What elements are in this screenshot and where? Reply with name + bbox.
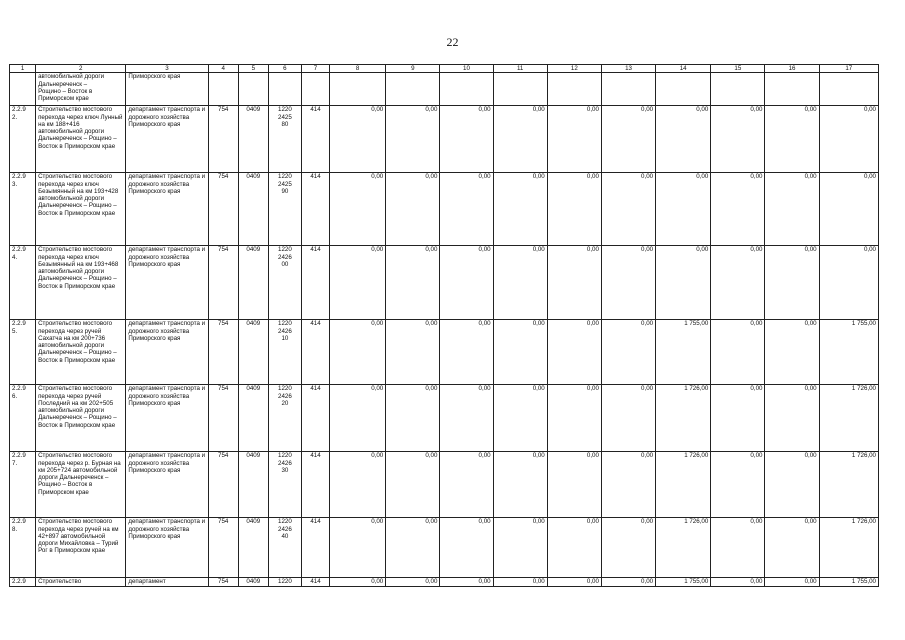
- amount-cell-col-11: 0,00: [493, 106, 547, 173]
- grbs-code-cell: 754: [208, 320, 238, 385]
- column-header-17: 17: [819, 65, 878, 73]
- amount-cell-col-14: 1 726,00: [656, 385, 711, 452]
- amount-cell-col-15: [711, 73, 765, 106]
- row-number-cell: 2.2.9 5.: [10, 320, 36, 385]
- measure-name-cell: Строительство: [36, 578, 126, 586]
- amount-cell-col-17: 1 726,00: [819, 385, 878, 452]
- column-header-1: 1: [10, 65, 36, 73]
- table-row: [10, 320, 879, 385]
- row-number-cell: 2.2.9 3.: [10, 173, 36, 246]
- row-number-cell: 2.2.9 2.: [10, 106, 36, 173]
- amount-cell-col-13: 0,00: [601, 246, 655, 320]
- amount-cell-col-13: 0,00: [601, 106, 655, 173]
- amount-cell-col-12: 0,00: [547, 578, 601, 586]
- expense-type-cell: 414: [301, 106, 329, 173]
- amount-cell-col-13: 0,00: [601, 518, 655, 578]
- grbs-code-cell: 754: [208, 246, 238, 320]
- amount-cell-col-16: 0,00: [765, 518, 819, 578]
- amount-cell-col-15: 0,00: [711, 320, 765, 385]
- amount-cell-col-16: [765, 73, 819, 106]
- grbs-code-cell: 754: [208, 173, 238, 246]
- section-code-cell: 0409: [238, 173, 268, 246]
- amount-cell-col-12: 0,00: [547, 385, 601, 452]
- amount-cell-col-17: 1 726,00: [819, 518, 878, 578]
- amount-cell-col-15: 0,00: [711, 246, 765, 320]
- amount-cell-col-15: 0,00: [711, 106, 765, 173]
- amount-cell-col-12: 0,00: [547, 320, 601, 385]
- grbs-code-cell: 754: [208, 452, 238, 518]
- measure-name-cell: Строительство мостового перехода через р. Бурная на км 205+724 автомобильной дороги Дальнереченск – Рощино – Восток в Приморском крае: [36, 452, 126, 518]
- column-header-10: 10: [440, 65, 493, 73]
- department-cell: департамент транспорта и дорожного хозяйства Приморского края: [126, 452, 208, 518]
- amount-cell-col-10: 0,00: [440, 385, 493, 452]
- amount-cell-col-10: 0,00: [440, 452, 493, 518]
- column-header-12: 12: [547, 65, 601, 73]
- amount-cell-col-9: 0,00: [386, 106, 440, 173]
- column-header-9: 9: [386, 65, 440, 73]
- amount-cell-col-10: 0,00: [440, 518, 493, 578]
- row-number-cell: 2.2.9 6.: [10, 385, 36, 452]
- row-number-cell: 2.2.9 8.: [10, 518, 36, 578]
- grbs-code-cell: 754: [208, 518, 238, 578]
- table-row: [10, 73, 879, 106]
- column-header-8: 8: [330, 65, 386, 73]
- amount-cell-col-8: 0,00: [330, 452, 386, 518]
- target-article-cell: 1220 2426 10: [268, 320, 301, 385]
- amount-cell-col-15: 0,00: [711, 518, 765, 578]
- column-header-15: 15: [711, 65, 765, 73]
- grbs-code-cell: 754: [208, 578, 238, 586]
- table-row: [10, 452, 879, 518]
- amount-cell-col-15: 0,00: [711, 173, 765, 246]
- measure-name-cell: Строительство мостового перехода через ключ Безымянный на км 193+428 автомобильной дороги Дальнереченск – Рощино – Восток в Приморском крае: [36, 173, 126, 246]
- table-row: [10, 578, 879, 586]
- amount-cell-col-10: 0,00: [440, 246, 493, 320]
- amount-cell-col-9: 0,00: [386, 246, 440, 320]
- amount-cell-col-12: [547, 73, 601, 106]
- page-number: 22: [446, 35, 459, 49]
- amount-cell-col-8: 0,00: [330, 518, 386, 578]
- department-cell: департамент транспорта и дорожного хозяйства Приморского края: [126, 320, 208, 385]
- column-header-11: 11: [493, 65, 547, 73]
- target-article-cell: 1220: [268, 578, 301, 586]
- amount-cell-col-8: [330, 73, 386, 106]
- section-code-cell: 0409: [238, 106, 268, 173]
- column-header-3: 3: [126, 65, 208, 73]
- amount-cell-col-16: 0,00: [765, 385, 819, 452]
- amount-cell-col-16: 0,00: [765, 106, 819, 173]
- amount-cell-col-17: 0,00: [819, 246, 878, 320]
- section-code-cell: 0409: [238, 518, 268, 578]
- amount-cell-col-10: 0,00: [440, 578, 493, 586]
- column-number-header-row: [10, 65, 879, 73]
- department-cell: департамент транспорта и дорожного хозяйства Приморского края: [126, 173, 208, 246]
- amount-cell-col-8: 0,00: [330, 578, 386, 586]
- amount-cell-col-11: [493, 73, 547, 106]
- amount-cell-col-11: 0,00: [493, 320, 547, 385]
- amount-cell-col-17: 1 726,00: [819, 452, 878, 518]
- section-code-cell: 0409: [238, 320, 268, 385]
- measure-name-cell: Строительство мостового перехода через ключ Лунный на км 188+416 автомобильной дороги Дальнереченск – Рощино – Восток в Приморском крае: [36, 106, 126, 173]
- amount-cell-col-14: 1 726,00: [656, 452, 711, 518]
- amount-cell-col-11: 0,00: [493, 452, 547, 518]
- amount-cell-col-14: [656, 73, 711, 106]
- target-article-cell: 1220 2426 30: [268, 452, 301, 518]
- measure-name-cell: Строительство мостового перехода через ручей на км 42+897 автомобильной дороги Михайловка – Турий Рог в Приморском крае: [36, 518, 126, 578]
- measure-name-cell: Строительство мостового перехода через ручей Последний на км 202+505 автомобильной дороги Дальнереченск – Рощино – Восток в Приморском крае: [36, 385, 126, 452]
- amount-cell-col-17: 1 755,00: [819, 320, 878, 385]
- table-row: [10, 518, 879, 578]
- row-number-cell: 2.2.9: [10, 578, 36, 586]
- amount-cell-col-10: 0,00: [440, 173, 493, 246]
- amount-cell-col-9: 0,00: [386, 518, 440, 578]
- expense-type-cell: 414: [301, 246, 329, 320]
- column-header-16: 16: [765, 65, 819, 73]
- section-code-cell: 0409: [238, 578, 268, 586]
- expense-type-cell: 414: [301, 173, 329, 246]
- row-number-cell: 2.2.9 4.: [10, 246, 36, 320]
- amount-cell-col-9: 0,00: [386, 385, 440, 452]
- amount-cell-col-16: 0,00: [765, 578, 819, 586]
- amount-cell-col-14: 1 726,00: [656, 518, 711, 578]
- column-header-2: 2: [36, 65, 126, 73]
- amount-cell-col-12: 0,00: [547, 106, 601, 173]
- column-header-6: 6: [268, 65, 301, 73]
- amount-cell-col-16: 0,00: [765, 173, 819, 246]
- department-cell: департамент: [126, 578, 208, 586]
- amount-cell-col-13: 0,00: [601, 578, 655, 586]
- expense-type-cell: 414: [301, 518, 329, 578]
- amount-cell-col-14: 1 755,00: [656, 320, 711, 385]
- row-number-cell: 2.2.9 7.: [10, 452, 36, 518]
- amount-cell-col-16: 0,00: [765, 246, 819, 320]
- amount-cell-col-12: 0,00: [547, 452, 601, 518]
- column-header-13: 13: [601, 65, 655, 73]
- amount-cell-col-13: 0,00: [601, 320, 655, 385]
- department-cell: департамент транспорта и дорожного хозяйства Приморского края: [126, 385, 208, 452]
- table-row: [10, 106, 879, 173]
- table-row: [10, 173, 879, 246]
- amount-cell-col-10: 0,00: [440, 106, 493, 173]
- row-number-cell: [10, 73, 36, 106]
- amount-cell-col-8: 0,00: [330, 246, 386, 320]
- target-article-cell: 1220 2425 80: [268, 106, 301, 173]
- amount-cell-col-9: 0,00: [386, 578, 440, 586]
- section-code-cell: [238, 73, 268, 106]
- amount-cell-col-13: 0,00: [601, 452, 655, 518]
- column-header-4: 4: [208, 65, 238, 73]
- amount-cell-col-12: 0,00: [547, 246, 601, 320]
- amount-cell-col-12: 0,00: [547, 173, 601, 246]
- column-header-5: 5: [238, 65, 268, 73]
- measure-name-cell: Строительство мостового перехода через ключ Безымянный на км 193+468 автомобильной дороги Дальнереченск – Рощино – Восток в Приморском крае: [36, 246, 126, 320]
- amount-cell-col-14: 0,00: [656, 173, 711, 246]
- amount-cell-col-9: 0,00: [386, 173, 440, 246]
- amount-cell-col-9: 0,00: [386, 320, 440, 385]
- department-cell: Приморского края: [126, 73, 208, 106]
- amount-cell-col-15: 0,00: [711, 452, 765, 518]
- amount-cell-col-13: 0,00: [601, 385, 655, 452]
- measure-name-cell: Строительство мостового перехода через ручей Сахатча на км 200+736 автомобильной дороги Дальнереченск – Рощино – Восток в Приморском крае: [36, 320, 126, 385]
- amount-cell-col-17: 0,00: [819, 106, 878, 173]
- amount-cell-col-17: 1 755,00: [819, 578, 878, 586]
- amount-cell-col-9: 0,00: [386, 452, 440, 518]
- amount-cell-col-16: 0,00: [765, 452, 819, 518]
- section-code-cell: 0409: [238, 452, 268, 518]
- expense-type-cell: 414: [301, 452, 329, 518]
- column-header-14: 14: [656, 65, 711, 73]
- target-article-cell: 1220 2426 00: [268, 246, 301, 320]
- amount-cell-col-13: 0,00: [601, 173, 655, 246]
- amount-cell-col-16: 0,00: [765, 320, 819, 385]
- department-cell: департамент транспорта и дорожного хозяйства Приморского края: [126, 518, 208, 578]
- department-cell: департамент транспорта и дорожного хозяйства Приморского края: [126, 106, 208, 173]
- target-article-cell: [268, 73, 301, 106]
- amount-cell-col-13: [601, 73, 655, 106]
- amount-cell-col-15: 0,00: [711, 578, 765, 586]
- budget-table: [9, 64, 879, 587]
- amount-cell-col-11: 0,00: [493, 385, 547, 452]
- amount-cell-col-8: 0,00: [330, 320, 386, 385]
- department-cell: департамент транспорта и дорожного хозяйства Приморского края: [126, 246, 208, 320]
- amount-cell-col-17: 0,00: [819, 173, 878, 246]
- amount-cell-col-12: 0,00: [547, 518, 601, 578]
- amount-cell-col-11: 0,00: [493, 578, 547, 586]
- table-row: [10, 385, 879, 452]
- target-article-cell: 1220 2426 20: [268, 385, 301, 452]
- amount-cell-col-14: 0,00: [656, 106, 711, 173]
- grbs-code-cell: 754: [208, 106, 238, 173]
- amount-cell-col-10: [440, 73, 493, 106]
- section-code-cell: 0409: [238, 246, 268, 320]
- amount-cell-col-11: 0,00: [493, 518, 547, 578]
- amount-cell-col-9: [386, 73, 440, 106]
- amount-cell-col-10: 0,00: [440, 320, 493, 385]
- amount-cell-col-17: [819, 73, 878, 106]
- amount-cell-col-8: 0,00: [330, 106, 386, 173]
- target-article-cell: 1220 2425 90: [268, 173, 301, 246]
- column-header-7: 7: [301, 65, 329, 73]
- amount-cell-col-15: 0,00: [711, 385, 765, 452]
- amount-cell-col-8: 0,00: [330, 173, 386, 246]
- amount-cell-col-14: 0,00: [656, 246, 711, 320]
- section-code-cell: 0409: [238, 385, 268, 452]
- amount-cell-col-14: 1 755,00: [656, 578, 711, 586]
- expense-type-cell: 414: [301, 320, 329, 385]
- amount-cell-col-11: 0,00: [493, 246, 547, 320]
- table-row: [10, 246, 879, 320]
- table-body: [10, 65, 879, 587]
- amount-cell-col-8: 0,00: [330, 385, 386, 452]
- grbs-code-cell: [208, 73, 238, 106]
- amount-cell-col-11: 0,00: [493, 173, 547, 246]
- target-article-cell: 1220 2426 40: [268, 518, 301, 578]
- measure-name-cell: автомобильной дороги Дальнереченск – Рощино – Восток в Приморском крае: [36, 73, 126, 106]
- grbs-code-cell: 754: [208, 385, 238, 452]
- expense-type-cell: 414: [301, 385, 329, 452]
- expense-type-cell: [301, 73, 329, 106]
- expense-type-cell: 414: [301, 578, 329, 586]
